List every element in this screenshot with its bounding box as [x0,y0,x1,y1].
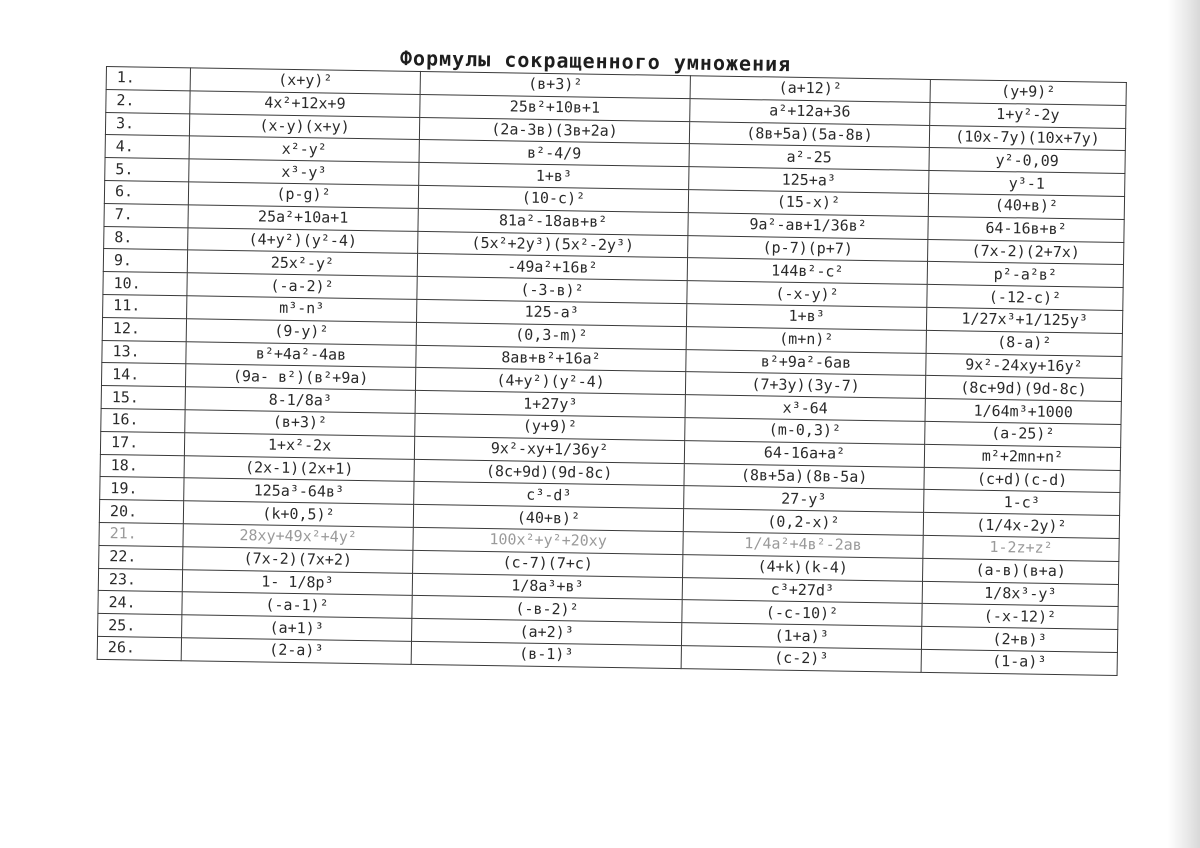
formula-cell: (c-2)³ [681,646,921,673]
formula-cell: (p-g)² [188,182,418,208]
formula-cell: (y+9)² [930,79,1126,105]
row-number: 17. [100,431,184,455]
formula-cell: (y+9)² [415,413,685,440]
row-number: 2. [106,89,190,113]
formula-cell: 1- 1/8p³ [182,569,412,595]
formula-cell: 1+в³ [419,163,689,190]
row-number: 19. [100,477,184,501]
formula-cell: (40+в)² [413,505,683,532]
row-number: 13. [102,340,186,364]
formula-cell: (1-a)³ [921,649,1117,675]
row-number: 6. [104,180,188,204]
row-number: 8. [104,226,188,250]
formula-cell: 9a²-aв+1/36в² [688,212,928,239]
formula-cell: (1/4x-2y)² [923,513,1119,539]
scan-page-edge [1168,0,1200,848]
formula-cell: x³-y³ [189,159,419,185]
formula-cell: (p-7)(p+7) [688,235,928,262]
formula-cell: p²-a²в² [927,262,1123,288]
formula-cell: (в-1)³ [411,641,681,668]
formula-cell: (0,3-m)² [416,322,686,349]
row-number: 1. [106,67,190,91]
formula-cell: 1/64m³+1000 [925,399,1121,425]
formula-cell: (10-c)² [418,185,688,212]
formula-cell: 27-y³ [684,486,924,513]
formula-cell: (4+k)(k-4) [683,554,923,581]
formula-cell: (-12-c)² [927,285,1123,311]
formula-cell: (c-7)(7+c) [413,550,683,577]
row-number: 11. [103,294,187,318]
formula-cell: (k+0,5)² [183,501,413,527]
formula-cell: 1+в³ [686,304,926,331]
formula-cell: 144в²-c² [687,258,927,285]
row-number: 9. [103,249,187,273]
formula-cell: (7x-2)(7x+2) [183,547,413,573]
formula-cell: (-x-y)² [687,281,927,308]
formula-cell: (-в-2)² [412,596,682,623]
formula-cell: 125a³-64в³ [184,478,414,504]
formula-cell: 100x²+y²+20xy [413,527,683,554]
row-number: 5. [105,158,189,182]
row-number: 15. [101,386,185,410]
formula-cell: c³-d³ [414,482,684,509]
row-number: 10. [103,272,187,296]
row-number: 20. [99,500,183,524]
formula-cell: 1+x²-2x [184,433,414,459]
formula-cell: (c+d)(c-d) [924,467,1120,493]
formula-cell: в²+4a²-4aв [186,341,416,367]
formula-cell: 4x²+12x+9 [190,91,420,117]
formula-cell: 1/8a³+в³ [412,573,682,600]
formula-cell: 8-1/8a³ [185,387,415,413]
formula-cell: (7x-2)(2+7x) [928,239,1124,265]
formula-cell: (7+3y)(3y-7) [685,372,925,399]
formula-cell: c³+27d³ [682,577,922,604]
formula-cell: 1-c³ [924,490,1120,516]
formula-cell: (a+2)³ [412,618,682,645]
formula-cell: (15-x)² [688,190,928,217]
formula-cell: (-a-1)² [182,592,412,618]
row-number: 12. [102,317,186,341]
formula-cell: 25x²-y² [187,250,417,276]
formula-cell: (2-a)³ [181,638,411,664]
formula-cell: 9x²-24xy+16y² [926,353,1122,379]
formula-cell: 64-16a+a² [684,440,924,467]
formula-cell: (0,2-x)² [683,509,923,536]
row-number: 25. [98,614,182,638]
row-number: 21. [99,522,183,546]
formula-cell: 81a²-18aв+в² [418,208,688,235]
row-number: 14. [101,363,185,387]
formula-cell: 64-16в+в² [928,216,1124,242]
formula-cell: (4+y²)(y²-4) [415,368,685,395]
row-number: 18. [100,454,184,478]
formula-cell: (10x-7y)(10x+7y) [929,125,1125,151]
formula-cell: (2+в)³ [921,627,1117,653]
formula-cell: (1+a)³ [681,623,921,650]
formula-cell: 1+27y³ [415,391,685,418]
formula-cell: (x+y)² [190,68,420,94]
formula-cell: 1/27x³+1/125y³ [926,307,1122,333]
row-number: 7. [104,203,188,227]
formula-cell: 9x²-xy+1/36y² [414,436,684,463]
formula-cell: x²-y² [189,136,419,162]
row-number: 23. [98,568,182,592]
formula-cell: 1/4a²+4в²-2aв [683,532,923,559]
formula-table [97,66,1127,676]
formula-cell: 28xy+49x²+4y² [183,524,413,550]
formula-cell: 8aв+в²+16a² [416,345,686,372]
formula-cell: (-3-в)² [417,277,687,304]
formula-cell: a²+12a+36 [690,98,930,125]
row-number: 3. [105,112,189,136]
formula-cell: (9-y)² [186,319,416,345]
formula-cell: m²+2mn+n² [924,444,1120,470]
formula-cell: (8в+5a)(5a-8в) [689,121,929,148]
formula-cell: (m+n)² [686,326,926,353]
formula-cell: (a+12)² [690,76,930,103]
formula-rows [97,67,1126,676]
formula-cell: (a-25)² [925,421,1121,447]
page-title: Формулы сокращенного умножения [399,46,792,77]
formula-cell: x³-64 [685,395,925,422]
formula-cell: (a+1)³ [182,615,412,641]
formula-cell: (a-в)(в+a) [923,558,1119,584]
formula-cell: (4+y²)(y²-4) [188,227,418,253]
formula-cell: (-a-2)² [187,273,417,299]
row-number: 16. [101,408,185,432]
formula-cell: 1+y²-2y [930,102,1126,128]
formula-cell: (x-y)(x+y) [189,113,419,139]
formula-cell: (5x²+2y³)(5x²-2y³) [418,231,688,258]
formula-cell: (9a- в²)(в²+9a) [185,364,415,390]
formula-cell: (2x-1)(2x+1) [184,455,414,481]
row-number: 24. [98,591,182,615]
formula-cell: -49a²+16в² [417,254,687,281]
formula-cell: (8-a)² [926,330,1122,356]
formula-cell: (40+в)² [928,193,1124,219]
formula-cell: (-x-12)² [922,604,1118,630]
formula-cell: y²-0,09 [929,148,1125,174]
formula-cell: в²+9a²-6aв [686,349,926,376]
row-number: 4. [105,135,189,159]
formula-cell: y³-1 [929,171,1125,197]
formula-cell: (2a-3в)(3в+2a) [419,117,689,144]
formula-cell: 1/8x³-y³ [922,581,1118,607]
formula-cell: (m-0,3)² [685,418,925,445]
formula-cell: 25в²+10в+1 [420,94,690,121]
formula-cell: a²-25 [689,144,929,171]
formula-cell: (в+3)² [420,71,690,98]
formula-cell: (8в+5a)(8в-5a) [684,463,924,490]
row-number: 22. [99,545,183,569]
formula-cell: в²-4/9 [419,140,689,167]
formula-cell: (в+3)² [185,410,415,436]
formula-cell: 125+a³ [689,167,929,194]
formula-cell: 125-a³ [417,299,687,326]
formula-cell: 1-2z+z² [923,535,1119,561]
formula-cell: 25a²+10a+1 [188,205,418,231]
row-number: 26. [97,636,181,660]
formula-sheet [97,66,1127,676]
formula-cell: m³-n³ [187,296,417,322]
formula-cell: (-c-10)² [682,600,922,627]
formula-cell: (8c+9d)(9d-8c) [414,459,684,486]
formula-cell: (8c+9d)(9d-8c) [925,376,1121,402]
